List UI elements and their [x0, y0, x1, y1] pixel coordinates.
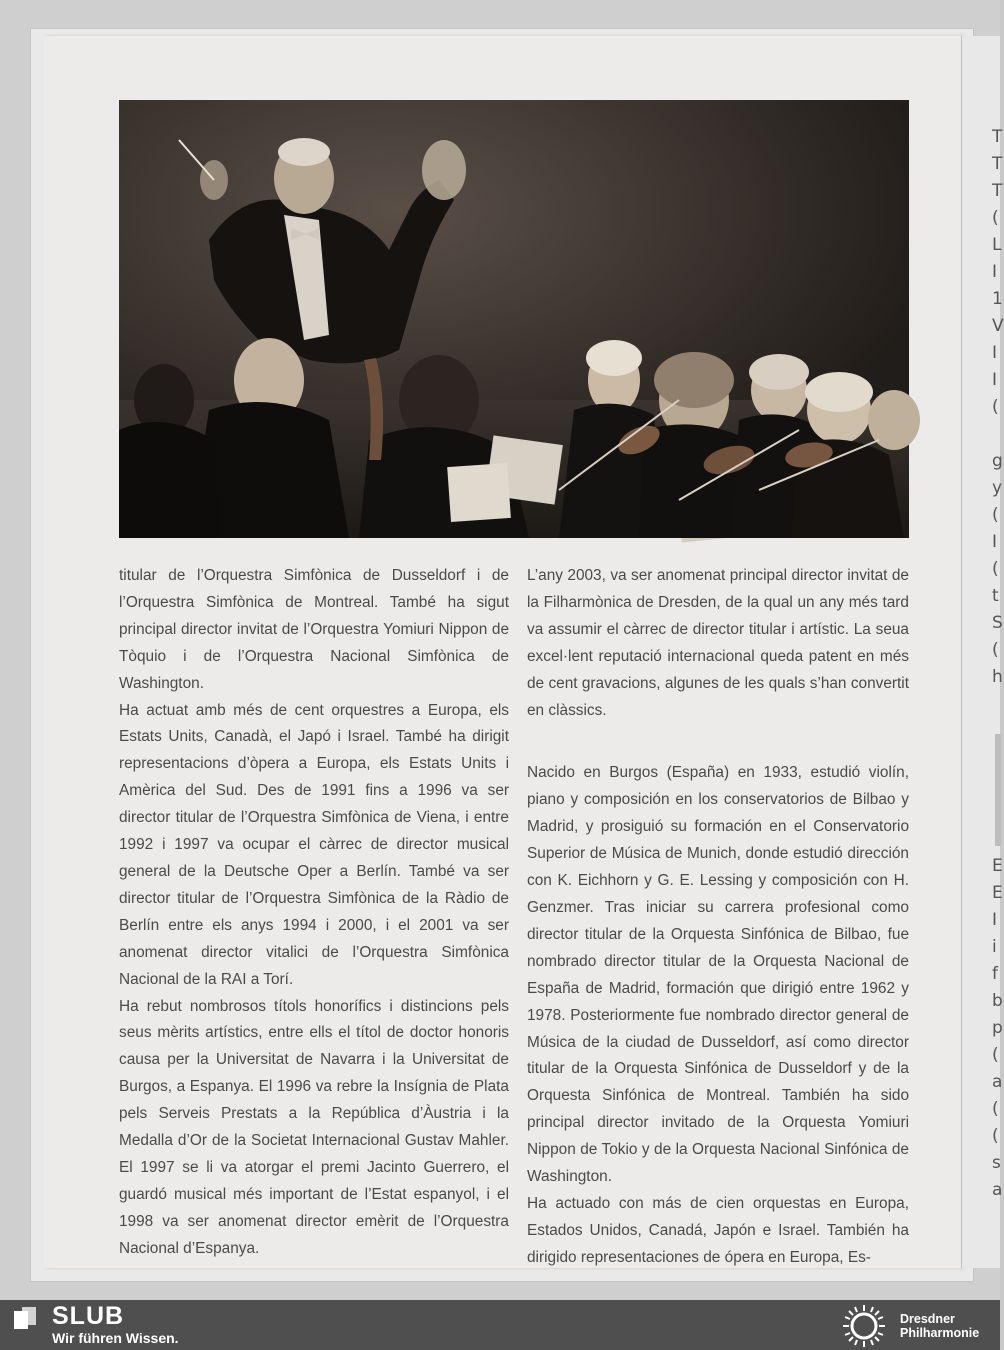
left-text-column	[119, 563, 509, 1263]
next-page-edge	[962, 36, 1004, 1268]
next-page-margin-letter: T	[992, 127, 1003, 147]
next-page-margin-letter: (	[992, 208, 999, 228]
next-page-margin-letter: p	[992, 1018, 1003, 1038]
next-page-margin-letter: (	[992, 1126, 999, 1146]
next-page-margin-letter: y	[992, 478, 1003, 498]
next-page-margin-letter: (	[992, 1099, 999, 1119]
next-page-margin-letter: f	[992, 964, 998, 984]
left-paragraph-3: Ha rebut nombrosos títols honorífics i distincions pels seus mèrits artístics, entre ells el títol de doctor honoris causa per la Universitat de Navarra i la Universitat de Burgos, a Espanya. El 1996 va rebre la Insígnia de Plata pels Serveis Prestats a la República d’Àustria i la Medalla d’Or de la Societat Internacional Gustav Mahler. El 1997 se li va atorgar el premi Jacinto Guerrero, el guardó musical més important de l’Estat espanyol, i el 1998 va ser anomenat director emèrit de l’Orquestra Nacional d’Espanya.	[119, 997, 509, 1257]
next-page-margin-letter: T	[992, 181, 1003, 201]
next-page-margin-letter: L	[992, 235, 1002, 255]
next-page-margin-letter	[992, 691, 1004, 718]
next-page-margin-letter: a	[992, 1072, 1003, 1092]
right-paragraph-spanish-1: Nacido en Burgos (España) en 1933, estudió violín, piano y composición en los conservatorios de Bilbao y Madrid, y prosiguió su formación en el Conservatorio Superior de Música de Munich, donde estudió dirección con K. Eichhorn y G. E. Lessing y composición con H. Genzmer. Tras iniciar su carrera profesional como director titular de la Orquesta Sinfónica de Bilbao, fue nombrado director titular de la Orquesta Nacional de España de Madrid, formación que dirigió entre 1962 y 1978. Posteriormente fue nombrado director general de Música de la ciudad de Dusseldorf, así como director titular de la Orquesta Sinfónica de Dusseldorf y de la Orquesta Sinfónica de Montreal. También ha sido principal director invitado de la Orquesta Yomiuri Nippon de Tokio y de la Orquesta Nacional Sinfónica de Washington.	[527, 764, 909, 1186]
dresdner-philharmonie-name[interactable]	[900, 1312, 979, 1340]
footer-bar	[0, 1300, 1000, 1350]
partner-line-1: Dresdner	[900, 1312, 955, 1326]
conductor-with-orchestra-photo-icon	[119, 100, 909, 538]
next-page-margin-letter: I	[992, 532, 998, 552]
next-page-margin-letter: I	[992, 370, 998, 390]
dresdner-philharmonie-logo-icon	[842, 1304, 886, 1348]
next-page-margin-letter: (	[992, 397, 999, 417]
next-page-grey-box	[995, 734, 1001, 846]
next-page-margin-letter: 1	[992, 289, 1003, 309]
right-paragraph-catalan: L’any 2003, va ser anomenat principal director invitat de la Filharmònica de Dresden, de la qual un any més tard va assumir el càrrec de director titular i artístic. La seua excel·lent reputació internacional queda patent en més de cent gravacions, algunes de les quals s’han convertit en clàssics.	[527, 567, 909, 719]
next-page-margin-letter: (	[992, 1045, 999, 1065]
next-page-margin-letter: I	[992, 262, 998, 282]
next-page-margin-letter: S	[992, 613, 1003, 633]
slub-title[interactable]: SLUB	[52, 1302, 125, 1330]
next-page-margin-letter: t	[992, 586, 999, 606]
next-page-margin-letter: s	[992, 1153, 1001, 1173]
next-page-margin-letter: T	[992, 154, 1003, 174]
next-page-margin-letter: g	[992, 451, 1003, 471]
next-page-margin-letter	[992, 421, 1004, 448]
next-page-margin-letter: (	[992, 505, 999, 525]
next-page-margin-letter: E	[992, 883, 1003, 903]
next-page-margin-text	[992, 124, 1004, 1204]
paragraph-gap	[527, 724, 909, 760]
left-paragraph-2: Ha actuat amb més de cent orquestres a Europa, els Estats Units, Canadà, el Japó i Israel. També ha dirigit representacions d’òpera a Europa, els Estats Units i Amèrica del Sud. Des de 1991 fins a 1996 va ser director titular de l’Orquestra Simfònica de Viena, i entre 1992 i 1997 va ocupar el càrrec de director musical general de la Deutsche Oper a Berlín. També va ser director titular de l’Orquestra Simfònica de la Ràdio de Berlín entre els anys 1994 i 2000, i el 2001 va ser anomenat director vitalici de l’Orquestra Simfònica Nacional de la RAI a Torí.	[119, 701, 509, 988]
slub-tagline: Wir führen Wissen.	[52, 1330, 179, 1346]
next-page-margin-letter: (	[992, 640, 999, 660]
left-paragraph-1: titular de l’Orquestra Simfònica de Dusseldorf i de l’Orquestra Simfònica de Montreal. També ha sigut principal director invitat de l’Orquestra Yomiuri Nippon de Tòquio i de l’Orquestra Nacional Simfònica de Washington.	[119, 567, 509, 692]
right-text-column	[527, 563, 909, 1272]
next-page-margin-letter: i	[992, 937, 997, 957]
slub-logo-icon	[14, 1307, 36, 1329]
next-page-margin-letter: a	[992, 1180, 1003, 1200]
next-page-margin-letter: E	[992, 856, 1003, 876]
next-page-margin-letter: h	[992, 667, 1003, 687]
partner-line-2: Philharmonie	[900, 1326, 980, 1340]
next-page-margin-letter: b	[992, 991, 1003, 1011]
next-page-margin-letter: I	[992, 910, 998, 930]
next-page-margin-letter: V	[992, 316, 1004, 336]
conductor-photo	[119, 100, 909, 538]
next-page-margin-letter: I	[992, 343, 998, 363]
next-page-margin-letter: (	[992, 559, 999, 579]
right-paragraph-spanish-2: Ha actuado con más de cien orquestas en Europa, Estados Unidos, Canadá, Japón e Israel. También ha dirigido representaciones de ópera en Europa, Es-	[527, 1194, 909, 1266]
